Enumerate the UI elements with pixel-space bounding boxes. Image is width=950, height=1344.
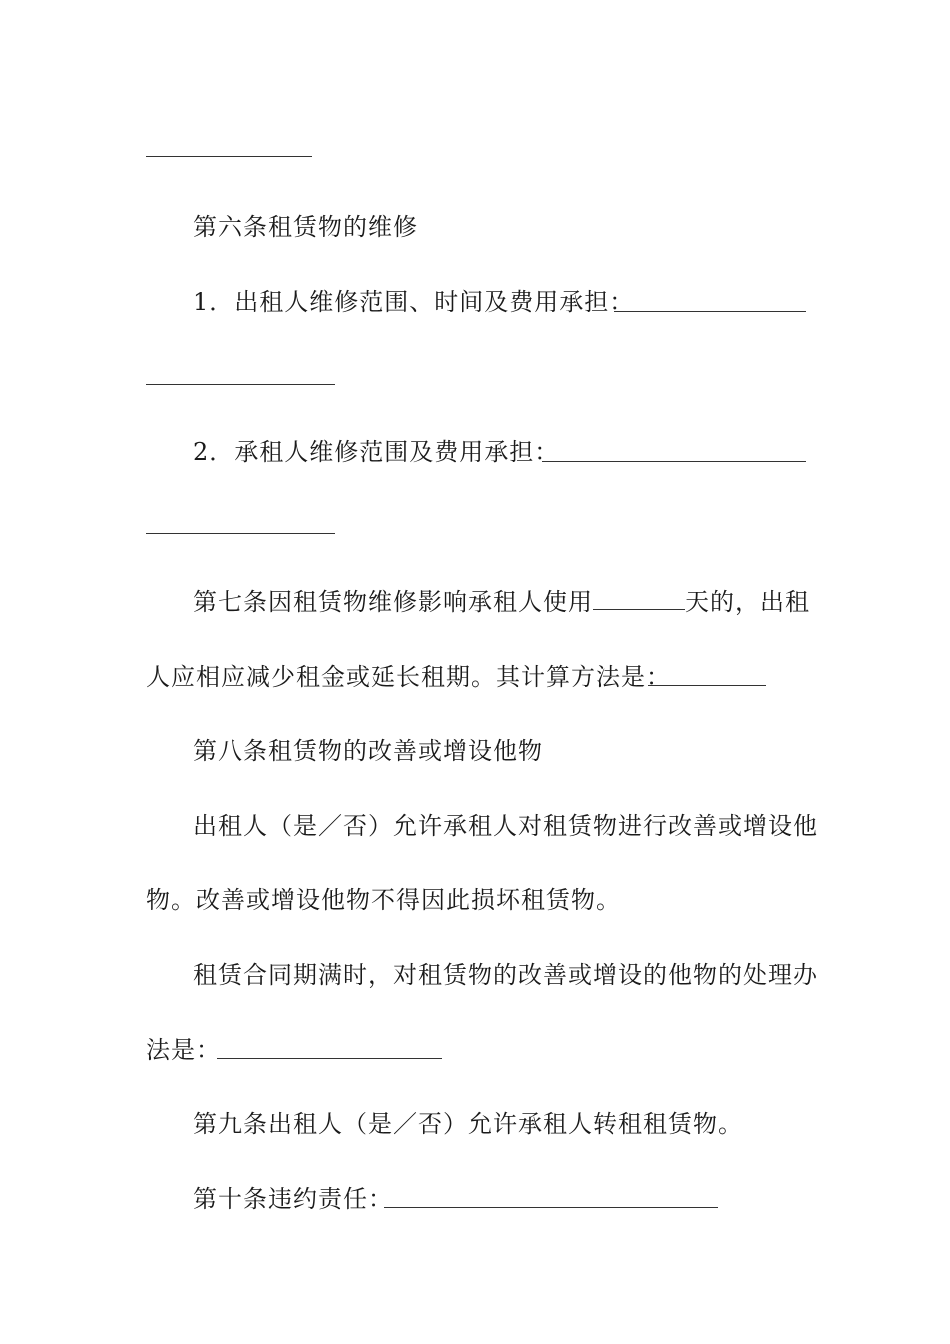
- article-7-text-b: 天的，出租: [685, 588, 810, 616]
- article-6-item-1-text: 1．出租人维修范围、时间及费用承担：: [193, 288, 635, 316]
- fill-blank-days: [593, 589, 685, 610]
- article-8-p2-line-2-text: 法是：: [146, 1036, 221, 1064]
- article-8-p1-line-2: 物。改善或增设他物不得因此损坏租赁物。: [146, 886, 621, 914]
- fill-blank-6-2b: [146, 533, 335, 534]
- article-10-text: 第十条违约责任：: [193, 1185, 393, 1213]
- fill-blank-6-2a: [542, 461, 806, 462]
- article-6-title: 第六条租赁物的维修: [193, 213, 418, 241]
- article-7-line-2-text: 人应相应减少租金或延长租期。其计算方法是：: [146, 663, 671, 691]
- fill-blank-6-1b: [146, 384, 335, 385]
- article-8-p1-line-1: 出租人（是／否）允许承租人对租赁物进行改善或增设他: [193, 812, 818, 840]
- article-6-item-2-text: 2．承租人维修范围及费用承担：: [193, 438, 560, 466]
- article-8-p2-line-2: [146, 1035, 221, 1065]
- article-8-p2-line-1: 租赁合同期满时，对租赁物的改善或增设的他物的处理办: [193, 961, 818, 989]
- fill-blank-6-1a: [614, 311, 806, 312]
- fill-blank-10-liability: [384, 1207, 718, 1208]
- article-10: [193, 1184, 393, 1214]
- fill-blank-8-disposal: [217, 1058, 442, 1059]
- article-9: 第九条出租人（是／否）允许承租人转租租赁物。: [193, 1110, 743, 1138]
- article-7-text-a: 第七条因租赁物维修影响承租人使用: [193, 588, 593, 616]
- fill-blank-7-method: [648, 685, 766, 686]
- article-7-line-2: [146, 662, 671, 692]
- article-8-title: 第八条租赁物的改善或增设他物: [193, 737, 543, 765]
- article-6-item-1: [193, 287, 634, 317]
- article-7-line-1: [193, 587, 810, 617]
- fill-blank-top: [146, 156, 312, 157]
- article-6-item-2: [193, 437, 559, 467]
